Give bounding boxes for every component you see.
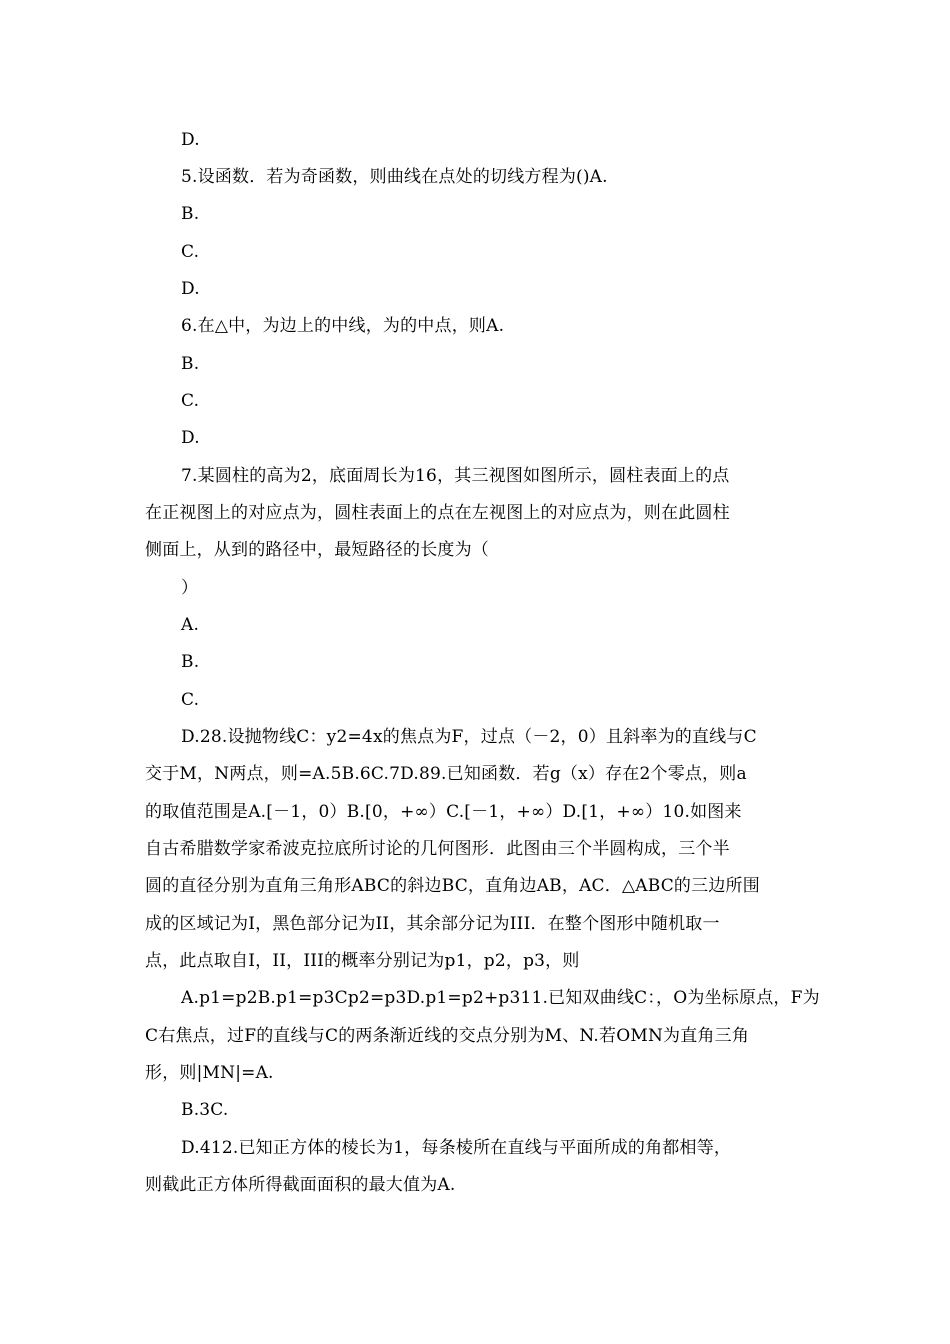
text-line: D.: [181, 130, 200, 150]
text-line: 侧面上，从到的路径中，最短路径的长度为（: [145, 540, 489, 560]
text-line: D.: [181, 279, 200, 299]
text-line: 的取值范围是A.[－1，0）B.[0，+∞）C.[－1，+∞）D.[1，+∞）10.如图来: [145, 802, 742, 822]
text-line: C.: [181, 391, 200, 411]
text-line: B.: [181, 652, 200, 672]
text-line: 点，此点取自I，II，III的概率分别记为p1，p2，p3，则: [145, 951, 580, 971]
text-line: B.: [181, 354, 200, 374]
text-line: C右焦点，过F的直线与C的两条渐近线的交点分别为M、N.若OMN为直角三角: [145, 1026, 750, 1046]
text-line: A.: [181, 615, 200, 635]
text-line: D.412.已知正方体的棱长为1，每条棱所在直线与平面所成的角都相等，: [181, 1138, 732, 1158]
text-line: B.3C.: [181, 1100, 229, 1120]
text-line: 6.在△中，为边上的中线，为的中点，则A.: [181, 316, 505, 336]
text-line: A.p1=p2B.p1=p3Cp2=p3D.p1=p2+p311.已知双曲线C：，O为坐标原点，F为: [181, 988, 820, 1008]
text-line: 交于M，N两点，则=A.5B.6C.7D.89.已知函数．若g（x）存在2个零点，则a: [145, 764, 747, 784]
text-line: 成的区域记为I，黑色部分记为II，其余部分记为III．在整个图形中随机取一: [145, 914, 720, 934]
text-line: 在正视图上的对应点为，圆柱表面上的点在左视图上的对应点为，则在此圆柱: [145, 503, 730, 523]
text-line: D.28.设抛物线C：y2=4x的焦点为F，过点（－2，0）且斜率为的直线与C: [181, 727, 757, 747]
text-line: 则截此正方体所得截面面积的最大值为A.: [145, 1175, 456, 1195]
text-line: 形，则|MN|=A.: [145, 1063, 274, 1083]
text-line: 自古希腊数学家希波克拉底所讨论的几何图形．此图由三个半圆构成，三个半: [145, 839, 730, 859]
text-line: D.: [181, 428, 200, 448]
text-line: 圆的直径分别为直角三角形ABC的斜边BC，直角边AB，AC．△ABC的三边所围: [145, 876, 760, 896]
text-line: 5.设函数．若为奇函数，则曲线在点处的切线方程为()A.: [181, 167, 608, 187]
text-line: C.: [181, 690, 200, 710]
text-line: ）: [181, 578, 199, 598]
text-line: B.: [181, 204, 200, 224]
text-line: C.: [181, 242, 200, 262]
text-line: 7.某圆柱的高为2，底面周长为16，其三视图如图所示，圆柱表面上的点: [181, 466, 730, 486]
